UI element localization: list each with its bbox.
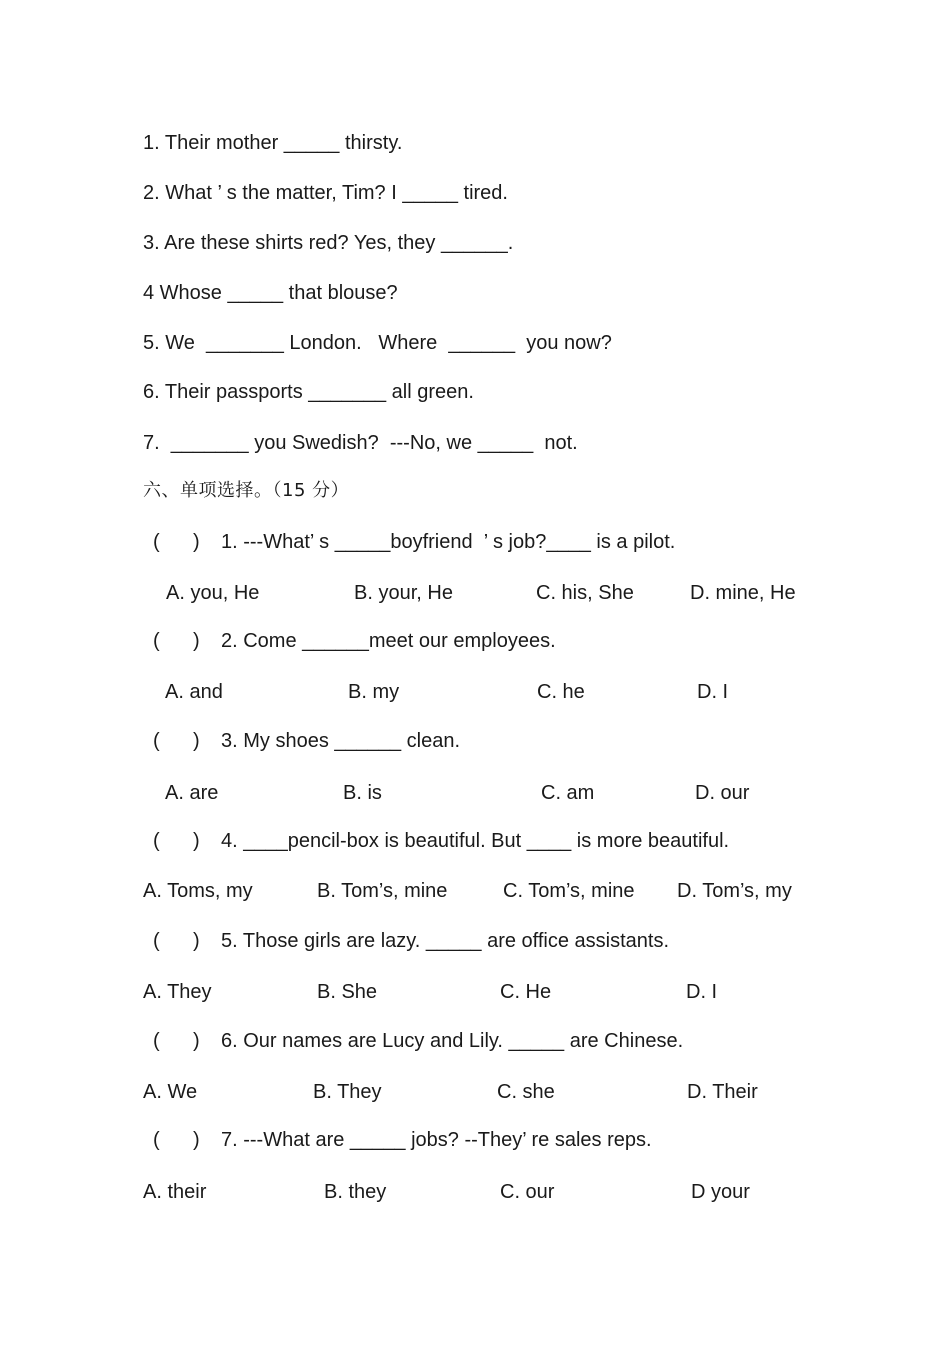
mc-1-option-d: D. mine, He xyxy=(690,582,796,604)
answer-paren: ( ) xyxy=(153,531,200,553)
mc-6-option-d: D. Their xyxy=(687,1081,758,1103)
fill-in-item-3: 3. Are these shirts red? Yes, they ______. xyxy=(143,232,514,254)
mc-question-3: 3. My shoes ______ clean. xyxy=(221,730,461,752)
section-heading: 六、单项选择。（15 分） xyxy=(143,480,350,501)
mc-3-option-c: C. am xyxy=(541,782,595,804)
mc-2-option-a: A. and xyxy=(165,681,223,703)
answer-paren: ( ) xyxy=(153,730,200,752)
mc-5-option-d: D. I xyxy=(686,981,718,1003)
mc-question-7: 7. ---What are _____ jobs? --They’ re sales reps. xyxy=(221,1129,652,1151)
mc-3-option-b: B. is xyxy=(343,782,382,804)
mc-7-option-d: D your xyxy=(691,1181,750,1203)
mc-7-option-a: A. their xyxy=(143,1181,207,1203)
mc-question-1: 1. ---What’ s _____boyfriend ’ s job?____ is a pilot. xyxy=(221,531,676,553)
mc-question-5: 5. Those girls are lazy. _____ are office assistants. xyxy=(221,930,670,952)
mc-4-option-a: A. Toms, my xyxy=(143,880,253,902)
answer-paren: ( ) xyxy=(153,1030,200,1052)
mc-4-option-c: C. Tom’s, mine xyxy=(503,880,635,902)
mc-2-option-d: D. I xyxy=(697,681,729,703)
mc-1-option-b: B. your, He xyxy=(354,582,453,604)
answer-paren: ( ) xyxy=(153,930,200,952)
mc-7-option-b: B. they xyxy=(324,1181,387,1203)
mc-4-option-b: B. Tom’s, mine xyxy=(317,880,448,902)
fill-in-item-4: 4 Whose _____ that blouse? xyxy=(143,282,398,304)
mc-1-option-c: C. his, She xyxy=(536,582,634,604)
mc-2-option-b: B. my xyxy=(348,681,400,703)
fill-in-item-7: 7. _______ you Swedish? ---No, we _____ not. xyxy=(143,432,578,454)
mc-1-option-a: A. you, He xyxy=(166,582,260,604)
mc-question-2: 2. Come ______meet our employees. xyxy=(221,630,556,652)
fill-in-item-2: 2. What ’ s the matter, Tim? I _____ tired. xyxy=(143,182,508,204)
mc-2-option-c: C. he xyxy=(537,681,585,703)
mc-question-6: 6. Our names are Lucy and Lily. _____ are Chinese. xyxy=(221,1030,684,1052)
mc-5-option-a: A. They xyxy=(143,981,212,1003)
mc-3-option-a: A. are xyxy=(165,782,219,804)
fill-in-item-6: 6. Their passports _______ all green. xyxy=(143,381,474,403)
fill-in-item-5: 5. We _______ London. Where ______ you now? xyxy=(143,332,612,354)
mc-5-option-c: C. He xyxy=(500,981,552,1003)
fill-in-item-1: 1. Their mother _____ thirsty. xyxy=(143,132,403,154)
answer-paren: ( ) xyxy=(153,1129,200,1151)
mc-6-option-c: C. she xyxy=(497,1081,555,1103)
mc-3-option-d: D. our xyxy=(695,782,750,804)
answer-paren: ( ) xyxy=(153,830,200,852)
mc-7-option-c: C. our xyxy=(500,1181,555,1203)
mc-5-option-b: B. She xyxy=(317,981,378,1003)
mc-6-option-b: B. They xyxy=(313,1081,382,1103)
answer-paren: ( ) xyxy=(153,630,200,652)
mc-question-4: 4. ____pencil-box is beautiful. But ____ is more beautiful. xyxy=(221,830,730,852)
mc-4-option-d: D. Tom’s, my xyxy=(677,880,792,902)
mc-6-option-a: A. We xyxy=(143,1081,198,1103)
